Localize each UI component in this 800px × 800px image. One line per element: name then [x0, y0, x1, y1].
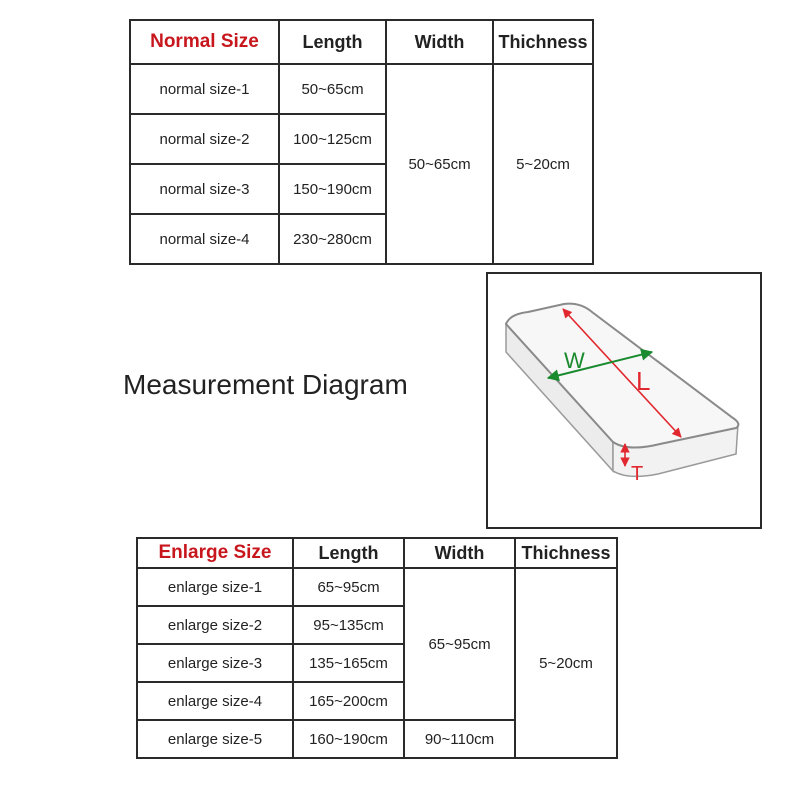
size-name-cell: enlarge size-2: [137, 606, 293, 644]
header-thickness: Thichness: [515, 538, 617, 568]
size-name-cell: normal size-1: [130, 64, 279, 114]
header-size-name: Enlarge Size: [137, 538, 293, 568]
header-width: Width: [386, 20, 493, 64]
length-label: L: [636, 366, 651, 396]
size-name-cell: enlarge size-4: [137, 682, 293, 720]
width-cell: 90~110cm: [404, 720, 515, 758]
length-cell: 135~165cm: [293, 644, 404, 682]
length-cell: 230~280cm: [279, 214, 386, 264]
length-cell: 65~95cm: [293, 568, 404, 606]
length-cell: 165~200cm: [293, 682, 404, 720]
thickness-cell: 5~20cm: [515, 568, 617, 758]
measurement-diagram: [486, 272, 762, 529]
length-cell: 100~125cm: [279, 114, 386, 164]
size-name-cell: enlarge size-1: [137, 568, 293, 606]
cushion-diagram-svg: [488, 274, 760, 527]
length-cell: 95~135cm: [293, 606, 404, 644]
normal-size-table: [129, 19, 594, 265]
size-name-cell: normal size-2: [130, 114, 279, 164]
header-length: Length: [279, 20, 386, 64]
table-row: [130, 64, 593, 114]
width-label: W: [564, 348, 585, 373]
header-thickness: Thichness: [493, 20, 593, 64]
length-cell: 50~65cm: [279, 64, 386, 114]
thickness-cell: 5~20cm: [493, 64, 593, 264]
enlarge-size-table: [136, 537, 618, 759]
header-width: Width: [404, 538, 515, 568]
size-name-cell: normal size-3: [130, 164, 279, 214]
thickness-label: T: [631, 463, 644, 485]
table-header-row: [137, 538, 617, 568]
table-header-row: [130, 20, 593, 64]
header-length: Length: [293, 538, 404, 568]
size-name-cell: enlarge size-3: [137, 644, 293, 682]
length-cell: 150~190cm: [279, 164, 386, 214]
table-row: [137, 568, 617, 606]
size-name-cell: normal size-4: [130, 214, 279, 264]
width-cell: 50~65cm: [386, 64, 493, 264]
width-cell: 65~95cm: [404, 568, 515, 720]
diagram-title: Measurement Diagram: [123, 369, 408, 400]
header-size-name: Normal Size: [130, 20, 279, 64]
size-name-cell: enlarge size-5: [137, 720, 293, 758]
length-cell: 160~190cm: [293, 720, 404, 758]
